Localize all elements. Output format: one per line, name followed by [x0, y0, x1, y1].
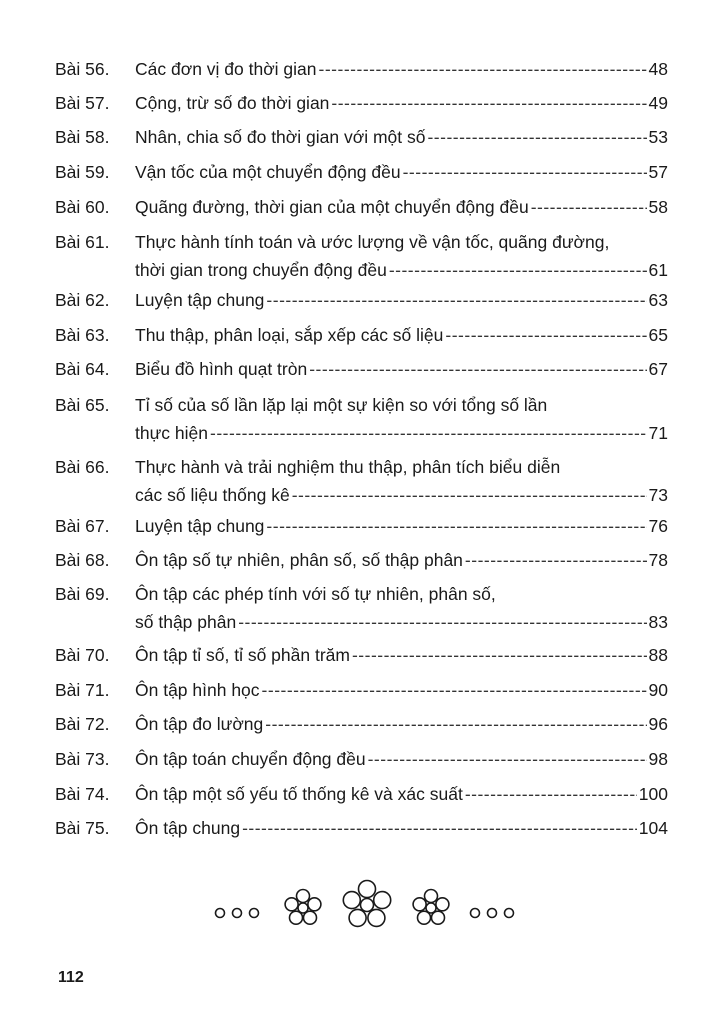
dot-leader [531, 193, 647, 221]
lesson-number: Bài 64. [55, 359, 110, 379]
lesson-page: 48 [648, 59, 668, 79]
lesson-page: 100 [638, 784, 668, 804]
dot-leader [389, 256, 647, 284]
dot-leader [319, 55, 647, 83]
lesson-title: Vận tốc của một chuyển động đều [135, 162, 401, 182]
dot-leader [309, 355, 646, 383]
lesson-title: thực hiện [135, 423, 209, 443]
lesson-number: Bài 59. [55, 162, 110, 182]
lesson-title: Luyện tập chung [135, 516, 265, 536]
dot-leader [265, 710, 646, 738]
lesson-page: 90 [648, 680, 668, 700]
lesson-title: Quãng đường, thời gian của một chuyển động đều [135, 197, 529, 217]
lesson-page: 83 [648, 612, 668, 632]
lesson-page: 96 [648, 714, 668, 734]
lesson-title-line: Thực hành và trải nghiệm thu thập, phân tích biểu diễn [135, 457, 561, 477]
lesson-number: Bài 68. [55, 550, 110, 570]
lesson-number: Bài 61. [55, 232, 110, 252]
lesson-title: Ôn tập đo lường [135, 714, 264, 734]
lesson-number: Bài 66. [55, 457, 110, 477]
lesson-page: 71 [648, 423, 668, 443]
lesson-title: Luyện tập chung [135, 290, 265, 310]
lesson-title: Ôn tập hình học [135, 680, 260, 700]
lesson-number: Bài 62. [55, 290, 110, 310]
dot-leader [403, 158, 647, 186]
lesson-title-line: Tỉ số của số lần lặp lại một sự kiện so với tổng số lần [135, 395, 548, 415]
lesson-number: Bài 67. [55, 516, 110, 536]
lesson-page: 104 [638, 818, 668, 838]
dot-leader [331, 89, 646, 117]
lesson-title-line: Ôn tập các phép tính với số tự nhiên, phân số, [135, 584, 496, 604]
lesson-number: Bài 57. [55, 93, 110, 113]
lesson-title: thời gian trong chuyển động đều [135, 260, 387, 280]
lesson-title: Thu thập, phân loại, sắp xếp các số liệu [135, 325, 444, 345]
dot-leader [266, 512, 646, 540]
lesson-page: 63 [648, 290, 668, 310]
lesson-title: Ôn tập toán chuyển động đều [135, 749, 366, 769]
lesson-title: Các đơn vị đo thời gian [135, 59, 317, 79]
dot-leader [465, 780, 637, 808]
lesson-title: Ôn tập chung [135, 818, 241, 838]
lesson-page: 76 [648, 516, 668, 536]
lesson-title: số thập phân [135, 612, 237, 632]
lesson-number: Bài 70. [55, 645, 110, 665]
dot-leader [262, 676, 647, 704]
lesson-number: Bài 60. [55, 197, 110, 217]
lesson-title: Biểu đồ hình quạt tròn [135, 359, 308, 379]
lesson-title-line: Thực hành tính toán và ước lượng về vận tốc, quãng đường, [135, 232, 610, 252]
lesson-page: 49 [648, 93, 668, 113]
lesson-page: 53 [648, 127, 668, 147]
lesson-title: Ôn tập một số yếu tố thống kê và xác suất [135, 784, 463, 804]
dot-leader [352, 641, 647, 669]
lesson-title: các số liệu thống kê [135, 485, 290, 505]
dot-leader [266, 286, 646, 314]
lesson-number: Bài 65. [55, 395, 110, 415]
dot-leader [210, 419, 647, 447]
lesson-title: Cộng, trừ số đo thời gian [135, 93, 330, 113]
lesson-number: Bài 69. [55, 584, 110, 604]
lesson-page: 57 [648, 162, 668, 182]
lesson-title: Ôn tập số tự nhiên, phân số, số thập phân [135, 550, 463, 570]
dot-leader [242, 814, 637, 842]
lesson-page: 67 [648, 359, 668, 379]
dot-leader [465, 546, 647, 574]
dot-leader [427, 123, 646, 151]
dot-leader [292, 481, 647, 509]
lesson-page: 61 [648, 260, 668, 280]
lesson-number: Bài 74. [55, 784, 110, 804]
dot-leader [368, 745, 647, 773]
lesson-number: Bài 72. [55, 714, 110, 734]
lesson-page: 73 [648, 485, 668, 505]
lesson-number: Bài 71. [55, 680, 110, 700]
lesson-page: 58 [648, 197, 668, 217]
lesson-number: Bài 56. [55, 59, 110, 79]
lesson-page: 78 [648, 550, 668, 570]
lesson-page: 98 [648, 749, 668, 769]
lesson-title: Nhân, chia số đo thời gian với một số [135, 127, 426, 147]
lesson-page: 88 [648, 645, 668, 665]
dot-leader [238, 608, 646, 636]
lesson-page: 65 [648, 325, 668, 345]
page-number: 112 [58, 969, 84, 986]
flower-circle-ornament-icon [212, 878, 522, 932]
lesson-number: Bài 73. [55, 749, 110, 769]
lesson-title: Ôn tập tỉ số, tỉ số phần trăm [135, 645, 350, 665]
lesson-number: Bài 58. [55, 127, 110, 147]
dot-leader [445, 321, 646, 349]
lesson-number: Bài 75. [55, 818, 110, 838]
lesson-number: Bài 63. [55, 325, 110, 345]
